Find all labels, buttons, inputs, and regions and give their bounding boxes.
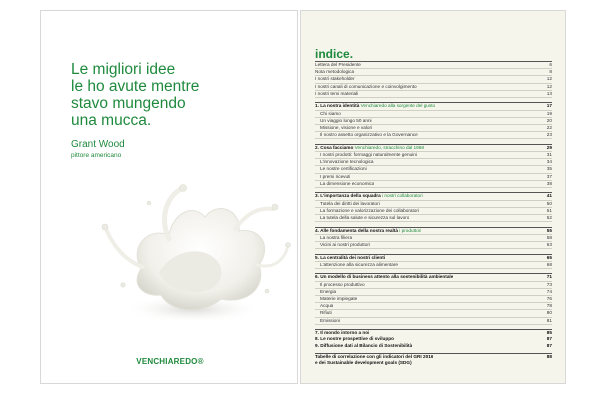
toc-item[interactable] [315,159,552,166]
toc-item-title: Il processo produttivo [320,281,365,287]
toc-section[interactable] [315,255,552,262]
toc-item-title: Il nostro assetto organizzativo e la Governance [320,132,418,138]
index-page [300,10,566,384]
toc-item[interactable] [315,310,552,317]
toc-section[interactable] [315,103,552,110]
toc-section-page: 41 [546,193,552,199]
toc-item-page: 81 [546,317,552,323]
toc-appendix-line: Tabelle di correlazione con gli indicatori del GRI 2016 [315,354,434,360]
toc-item-page: 22 [546,125,552,131]
toc-item-page: 68 [546,261,552,267]
toc-item-title: La dimensione economica [320,180,375,186]
toc-item-page: 34 [546,159,552,165]
toc-item[interactable] [315,318,552,325]
toc-group-closing [315,329,552,349]
toc-section[interactable] [315,145,552,152]
toc-section-subtitle: i nostri collaboratori [382,193,423,199]
toc-section-number: 6. [315,274,319,280]
toc-item-page: 74 [546,288,552,294]
toc-item[interactable] [315,181,552,188]
toc-section-title: Alle fondamenta della nostra realtà [320,227,398,233]
toc-section-title: La centralità dei nostri clienti [320,254,386,260]
toc-section-page: 29 [546,144,552,150]
toc-section-number: 9. [315,342,319,348]
brand-logo: VENCHIAREDO® [136,357,204,366]
toc-item-title: I nostri stakeholder [315,76,355,82]
toc-group-intro [315,61,552,98]
toc-section-subtitle: Venchiaredo alla sorgente del gusto [360,103,436,109]
toc-item-title: Un viaggio lungo 50 anni [320,117,372,123]
toc-item[interactable] [315,152,552,159]
toc-item[interactable] [315,84,552,91]
toc-section-page: 17 [546,103,552,109]
toc-item[interactable] [315,289,552,296]
toc-item[interactable] [315,242,552,249]
toc-section-title: Il mondo intorno a noi [320,330,370,336]
toc-item-title: Missione, visione e valori [320,125,373,131]
toc-item-page: 50 [546,200,552,206]
toc-section-page: 71 [546,274,552,280]
toc-item-page: 73 [546,281,552,287]
toc-section-number: 7. [315,330,319,336]
toc-section-title: Un modello di business attento alla sostenibilità ambientale [320,274,454,280]
toc-section-title: Cosa facciamo [320,144,354,150]
toc-item[interactable] [315,111,552,118]
toc-item-title: I premi ricevuti [320,173,351,179]
toc-group-section-3 [315,192,552,222]
toc-item[interactable] [315,69,552,76]
left-page [40,10,298,384]
toc-item-page: 31 [546,152,552,158]
toc-item[interactable] [315,201,552,208]
toc-section-number: 1. [315,103,319,109]
toc-item[interactable] [315,166,552,173]
toc-item-title: Chi siamo [320,110,341,116]
toc-item[interactable] [315,235,552,242]
toc-section-page: 87 [546,342,552,348]
toc-section-number: 4. [315,227,319,233]
toc-item[interactable] [315,118,552,125]
quote-author-role: pittore americano [71,152,122,159]
toc-group-section-5 [315,254,552,269]
toc-item[interactable] [315,76,552,83]
toc-item-page: 52 [546,215,552,221]
toc-item[interactable] [315,132,552,139]
toc-item-title: Nota metodologica [315,69,355,75]
toc-item-title: L'innovazione tecnologica [320,159,374,165]
table-of-contents [315,61,552,371]
toc-item[interactable] [315,262,552,269]
toc-item[interactable] [315,62,552,69]
toc-section-number: 2. [315,144,319,150]
toc-group-section-6 [315,273,552,324]
toc-section-page: 55 [546,227,552,233]
milk-splash-image [89,183,293,331]
toc-item-title: I nostri prodotti: formaggi naturalmente genuini [320,152,417,158]
toc-item-title: Acqua [320,303,334,309]
toc-appendix-page: 88 [546,354,552,360]
toc-item-page: 6 [549,62,552,67]
toc-item-title: Energia [320,288,337,294]
index-title-text: indice [315,47,350,61]
quote-line: stavo mungendo [71,95,186,112]
toc-section-title: L'importanza della squadra [320,193,381,199]
toc-section-title: Diffusione dati al Bilancio di Sostenibilità [320,342,413,348]
toc-item[interactable] [315,91,552,98]
toc-group-section-1 [315,102,552,139]
toc-group-section-2 [315,144,552,188]
toc-item-page: 8 [549,69,552,75]
toc-section[interactable] [315,193,552,200]
quote-line: Le migliori idee [71,61,176,78]
toc-section[interactable] [315,274,552,281]
toc-item-page: 12 [546,83,552,89]
toc-section[interactable] [315,228,552,235]
toc-section-number: 5. [315,254,319,260]
toc-item-title: I nostri temi materiali [315,90,359,96]
quote-line: una mucca. [71,112,152,129]
toc-section-title: Le nostre prospettive di sviluppo [320,336,394,342]
toc-section-subtitle: i produttori [399,227,422,233]
toc-item-page: 23 [546,132,552,138]
toc-section-title: La nostra identità [320,103,360,109]
toc-item-page: 78 [546,303,552,309]
toc-item-page: 38 [546,180,552,186]
index-title [315,47,353,61]
toc-section-page: 65 [546,254,552,260]
toc-group-section-4 [315,227,552,250]
toc-group-appendix [315,353,552,366]
toc-item-page: 19 [546,110,552,116]
toc-section[interactable] [315,343,552,349]
toc-item-title: La nostra filiera [320,234,353,240]
toc-section-subtitle: Venchiaredo, stracchino dal 1968 [354,144,424,150]
toc-item-title: Lettera del Presidente [315,62,361,67]
index-title-dot: . [349,47,354,61]
toc-item-title: L'attenzione alla sicurezza alimentare [320,261,399,267]
quote-line: le ho avute mentre [71,78,200,95]
toc-item-title: Emissioni [320,317,341,323]
toc-item-page: 80 [546,310,552,316]
toc-section-page: 85 [546,330,552,336]
toc-appendix-entry[interactable] [315,354,552,366]
toc-item-page: 13 [546,90,552,96]
toc-appendix-line: e dei Sustainable development goals (SDG) [315,360,412,366]
toc-item-title: Vicini ai nostri produttori [320,242,370,248]
toc-item[interactable] [315,174,552,181]
toc-item[interactable] [315,125,552,132]
toc-section-page: 87 [546,336,552,342]
toc-item-title: Materie impiegate [320,296,358,302]
toc-section-number: 3. [315,193,319,199]
toc-item-title: Le nostre certificazioni [320,166,367,172]
toc-item-page: 37 [546,173,552,179]
toc-item-page: 51 [546,207,552,213]
toc-item-title: I nostri canali di comunicazione e coinvolgimento [315,83,417,89]
toc-item-page: 20 [546,117,552,123]
toc-item-page: 76 [546,296,552,302]
toc-item-page: 35 [546,166,552,172]
toc-item[interactable] [315,296,552,303]
toc-item[interactable] [315,215,552,222]
quote [71,61,199,129]
toc-item-page: 63 [546,242,552,248]
quote-author: Grant Wood [71,139,125,150]
toc-item-title: Rifiuti [320,310,332,316]
toc-section-number: 8. [315,336,319,342]
toc-item-page: 58 [546,234,552,240]
toc-item[interactable] [315,282,552,289]
toc-item-title: La tutela della salute e sicurezza sul lavoro [320,215,410,221]
toc-item[interactable] [315,303,552,310]
toc-item-title: Tutela dei diritti dei lavoratori [320,200,380,206]
toc-item[interactable] [315,208,552,215]
toc-item-page: 12 [546,76,552,82]
toc-item-title: La formazione e valorizzazione dei collaboratori [320,207,420,213]
